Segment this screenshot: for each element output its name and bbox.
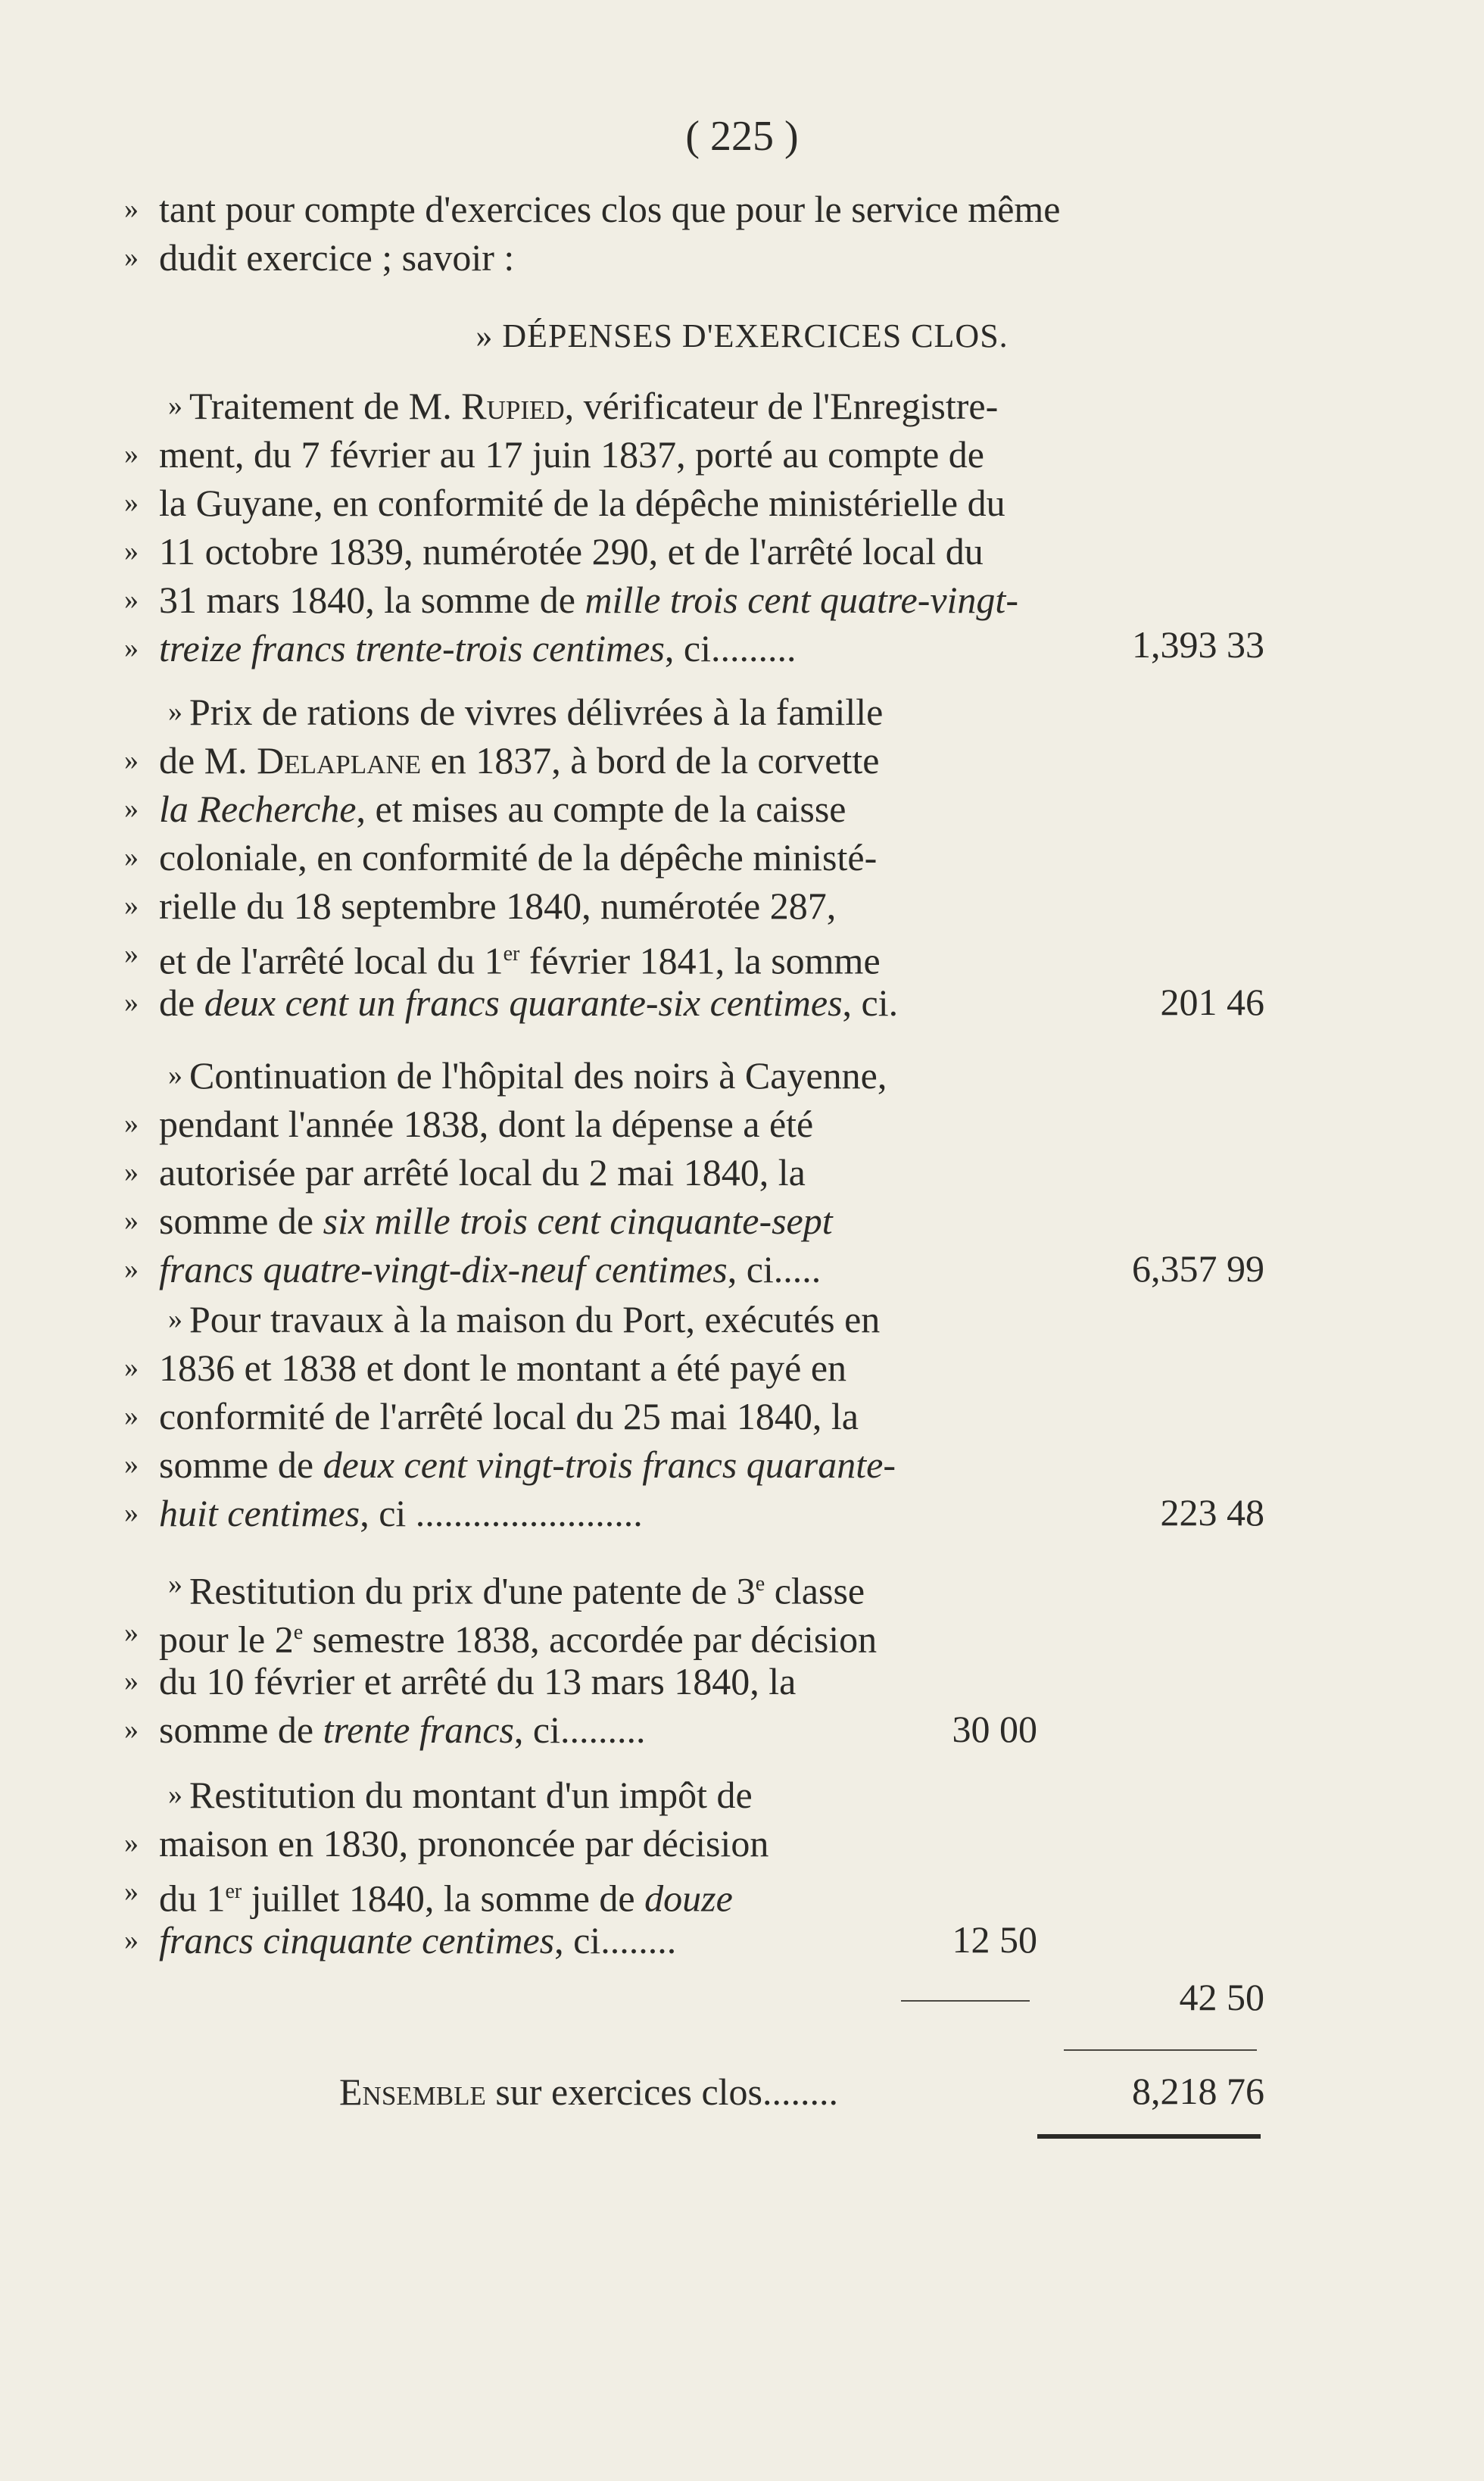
amount: 201 46 xyxy=(1160,981,1264,1023)
page-number: ( 225 ) xyxy=(685,113,799,160)
amount: 223 48 xyxy=(1160,1491,1264,1534)
subtotal-amount: 42 50 xyxy=(1179,1976,1264,2018)
rule xyxy=(1064,2049,1257,2051)
amount: 30 00 xyxy=(952,1708,1037,1750)
amount: 6,357 99 xyxy=(1132,1247,1264,1290)
person-name: Delaplane xyxy=(257,739,422,782)
section-heading: » DÉPENSES D'EXERCICES CLOS. xyxy=(475,317,1009,354)
amount: 1,393 33 xyxy=(1132,623,1264,666)
amount: 12 50 xyxy=(952,1918,1037,1961)
double-rule xyxy=(1037,2134,1261,2139)
total-amount: 8,218 76 xyxy=(1132,2070,1264,2112)
person-name: Rupied xyxy=(461,385,565,427)
